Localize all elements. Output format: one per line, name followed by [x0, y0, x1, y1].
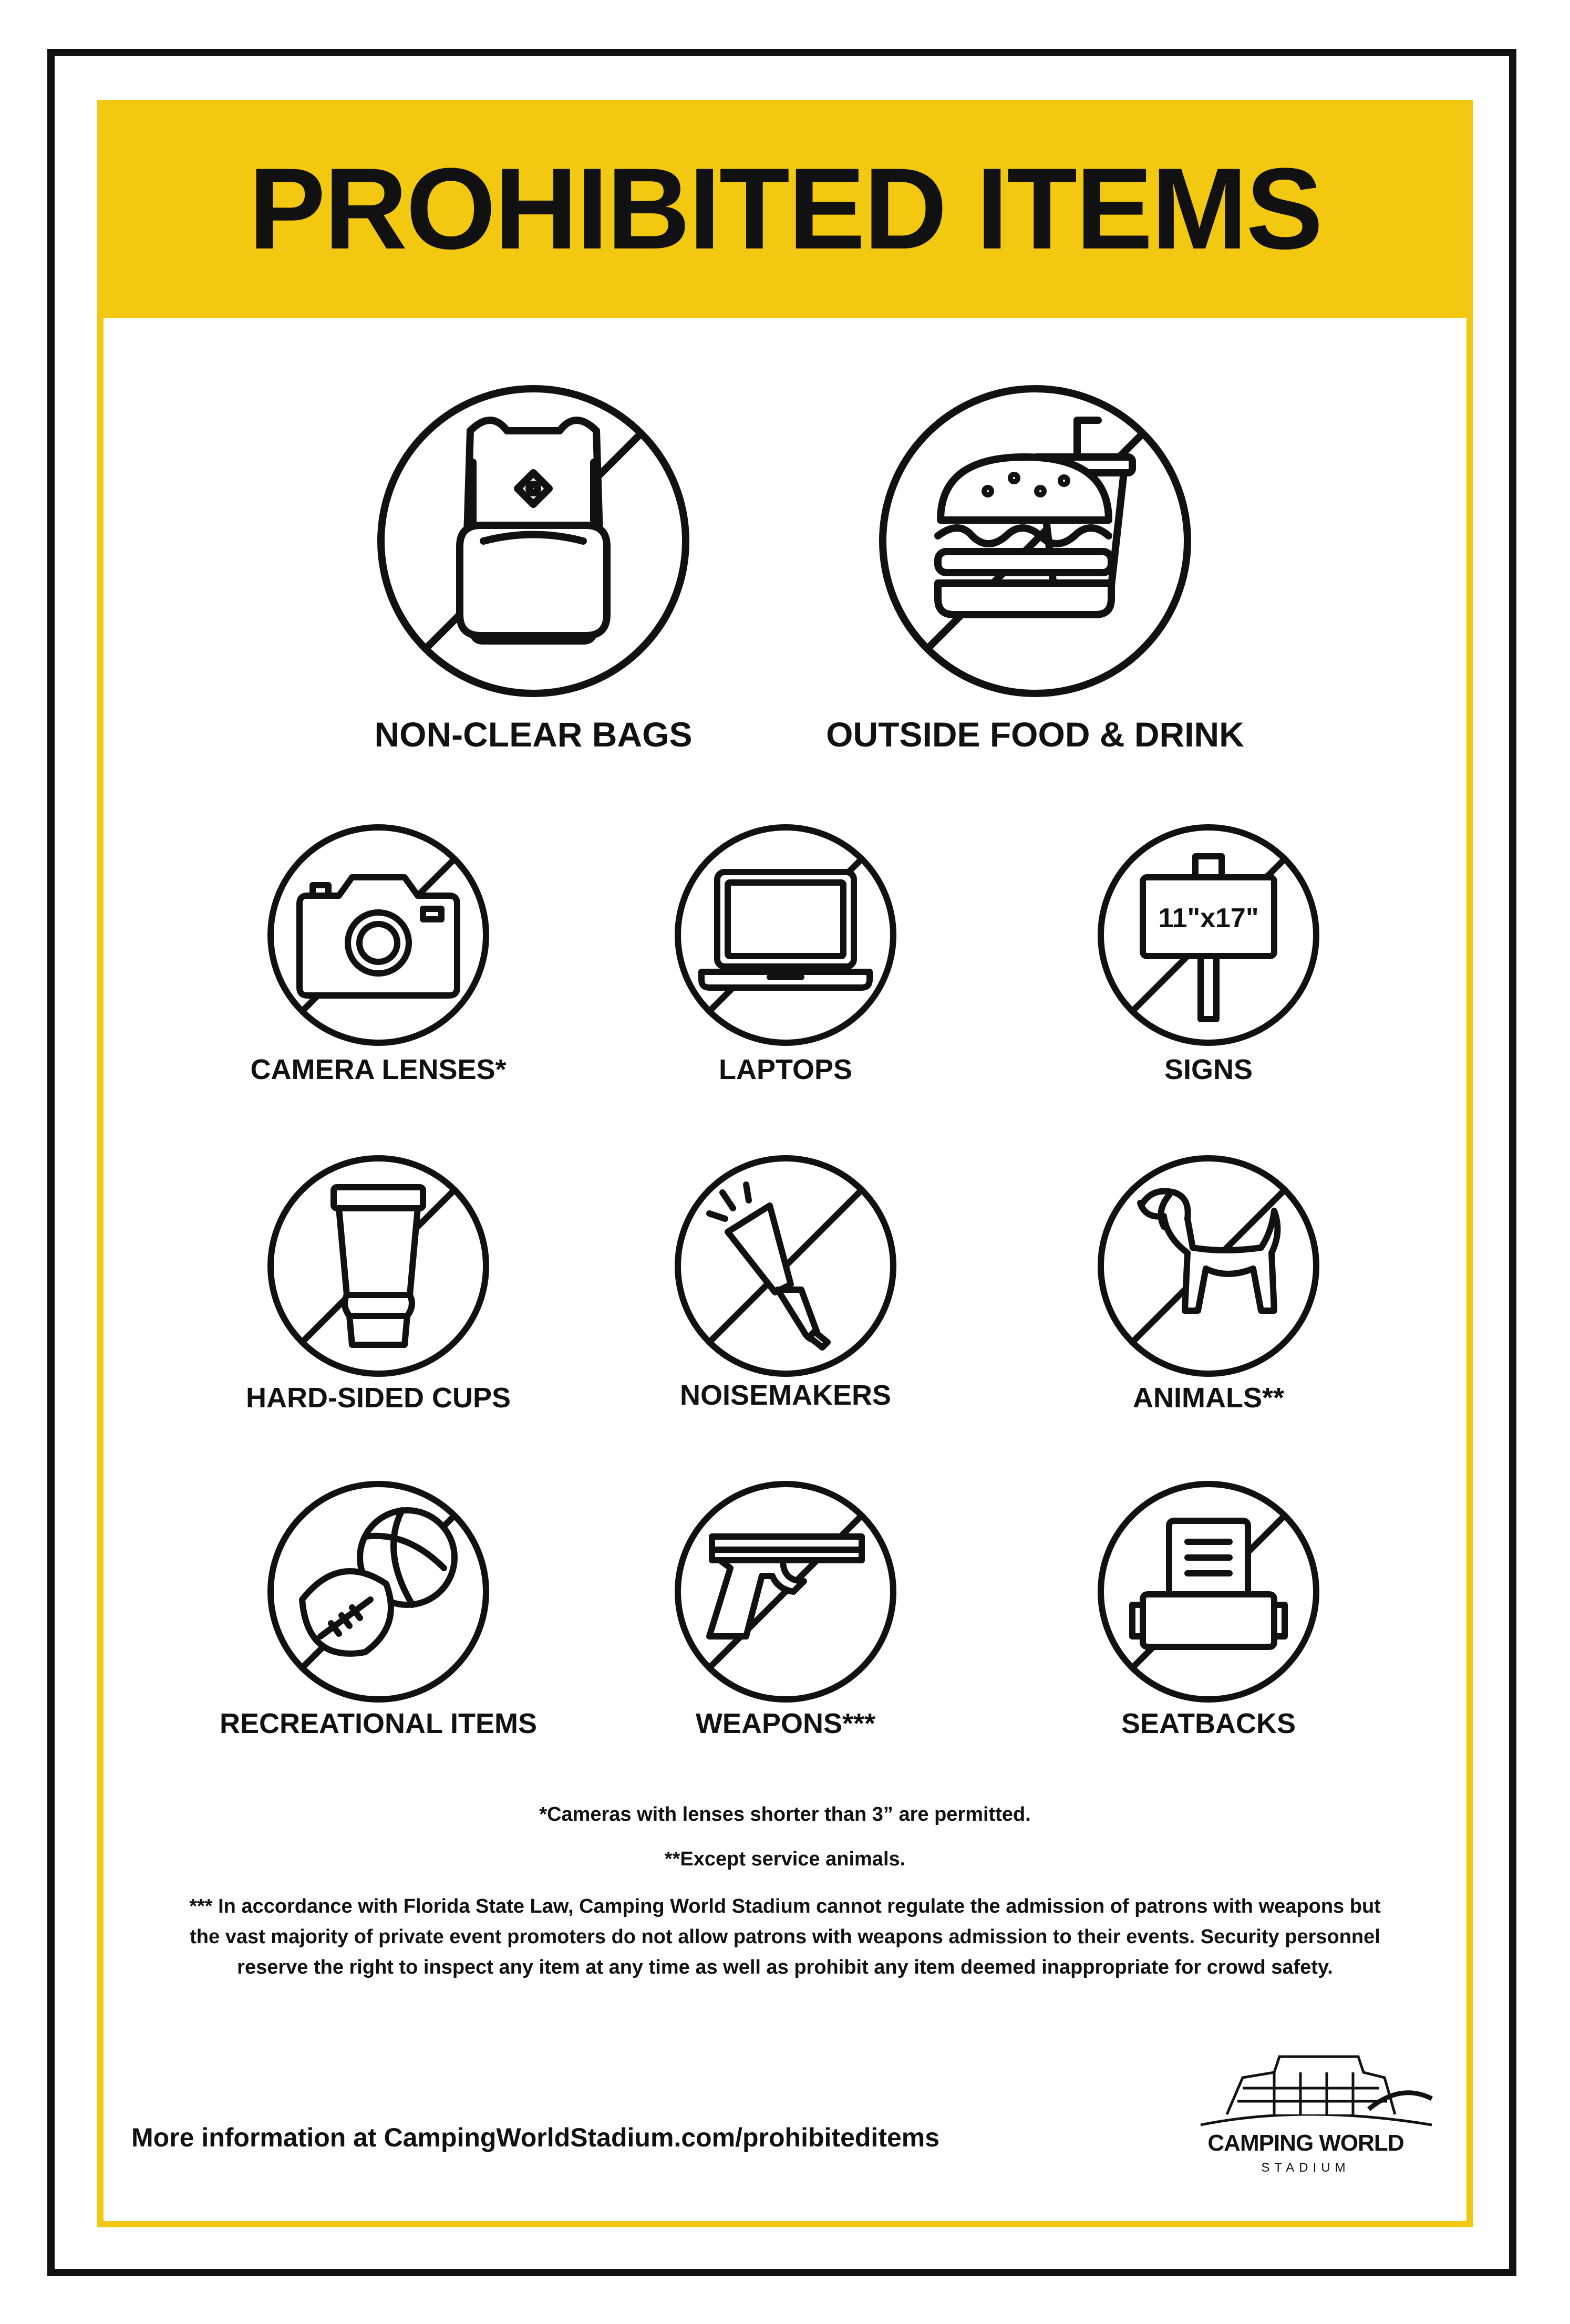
burger-drink-icon	[877, 383, 1193, 699]
sign-size-text: 11"x17"	[1158, 903, 1259, 933]
logo-wordmark: CAMPING WORLD	[1207, 2130, 1404, 2156]
page-title: PROHIBITED ITEMS	[248, 144, 1322, 273]
camping-world-stadium-logo	[1169, 2051, 1442, 2188]
item-label-hard-sided-cups: HARD-SIDED CUPS	[245, 1382, 511, 1414]
item-label-signs: SIGNS	[1164, 1054, 1253, 1085]
sign-icon	[1096, 822, 1321, 1048]
note-weapons-line-2: the vast majority of private event promoters do not allow patrons with weapons admission to their events. Security personnel	[190, 1926, 1380, 1948]
backpack-icon	[376, 383, 691, 699]
item-label-non-clear-bags: NON-CLEAR BAGS	[374, 715, 693, 754]
item-label-noisemakers: NOISEMAKERS	[679, 1379, 892, 1411]
item-label-camera-lenses: CAMERA LENSES*	[250, 1054, 507, 1085]
laptop-icon	[673, 822, 898, 1048]
note-weapons-line-3: reserve the right to inspect any item at any time as well as prohibit any item deemed inappropriate for crowd safety.	[237, 1956, 1333, 1978]
vuvuzela-icon	[673, 1153, 898, 1379]
handgun-icon	[673, 1479, 898, 1705]
football-basketball-icon	[265, 1479, 491, 1705]
dog-icon	[1096, 1153, 1321, 1379]
camera-icon	[265, 822, 491, 1048]
more-info-link[interactable]: More information at CampingWorldStadium.com/prohibiteditems	[131, 2123, 940, 2152]
stadium-seat-icon	[1096, 1479, 1321, 1705]
stadium-logo-icon	[1169, 2051, 1442, 2130]
item-label-laptops: LAPTOPS	[718, 1054, 853, 1085]
item-label-animals: ANIMALS**	[1132, 1382, 1284, 1414]
note-weapons-line-1: *** In accordance with Florida State Law, Camping World Stadium cannot regulate the admission of patrons with weapons but	[189, 1895, 1381, 1917]
item-label-weapons: WEAPONS***	[695, 1708, 876, 1739]
tumbler-cup-icon	[265, 1153, 491, 1379]
item-label-outside-food-drink: OUTSIDE FOOD & DRINK	[826, 715, 1244, 754]
item-label-seatbacks: SEATBACKS	[1121, 1708, 1296, 1739]
logo-subtitle: STADIUM	[1261, 2161, 1350, 2175]
item-label-recreational-items: RECREATIONAL ITEMS	[219, 1708, 538, 1739]
note-cameras: *Cameras with lenses shorter than 3” are permitted.	[539, 1803, 1031, 1825]
note-animals: **Except service animals.	[664, 1848, 906, 1870]
